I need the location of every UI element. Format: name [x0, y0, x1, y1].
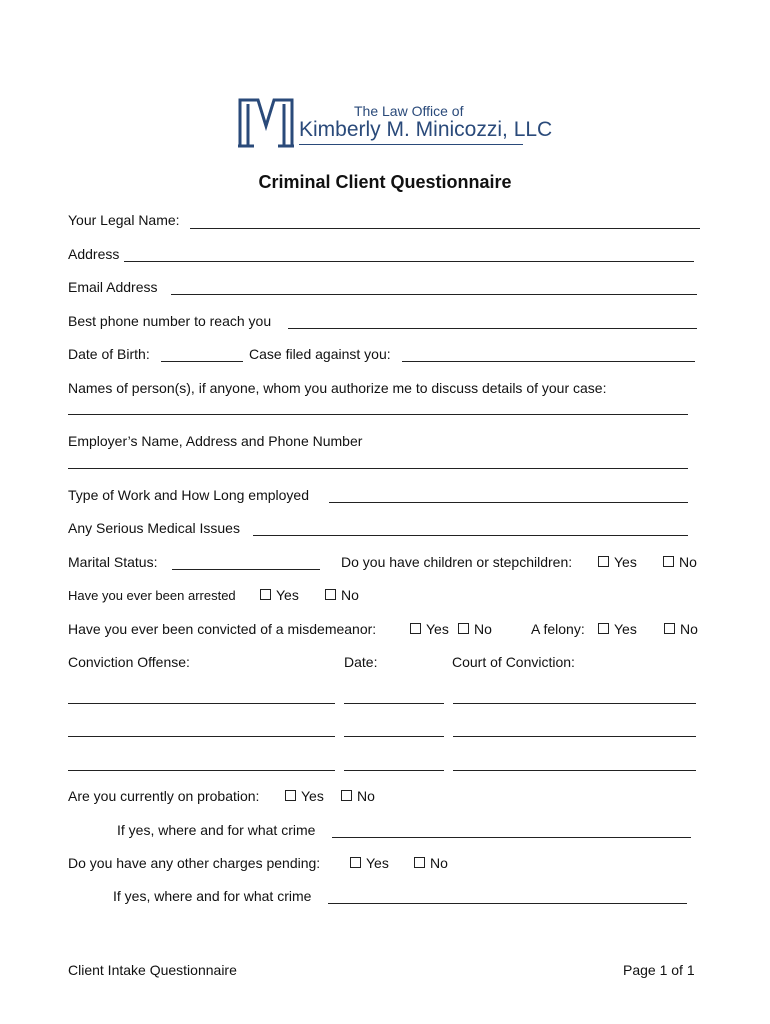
authorized-field[interactable]: [68, 414, 688, 415]
checkbox-icon[interactable]: [664, 623, 675, 634]
email-field[interactable]: [171, 294, 697, 295]
misdemeanor-no-option[interactable]: [458, 621, 492, 637]
no-label: No: [430, 855, 448, 871]
marital-label: Marital Status:: [68, 554, 158, 570]
case-field[interactable]: [402, 361, 695, 362]
legal-name-label: Your Legal Name:: [68, 212, 180, 228]
probation-followup-field[interactable]: [332, 837, 691, 838]
no-label: No: [474, 621, 492, 637]
authorized-label: Names of person(s), if anyone, whom you authorize me to discuss details of your case:: [68, 380, 607, 396]
yes-label: Yes: [366, 855, 389, 871]
employer-field[interactable]: [68, 468, 688, 469]
legal-name-field[interactable]: [190, 228, 700, 229]
no-label: No: [679, 554, 697, 570]
case-label: Case filed against you:: [249, 346, 391, 362]
dob-field[interactable]: [161, 361, 243, 362]
checkbox-icon[interactable]: [350, 857, 361, 868]
felony-yes-option[interactable]: [598, 621, 637, 637]
checkbox-icon[interactable]: [598, 623, 609, 634]
checkbox-icon[interactable]: [410, 623, 421, 634]
conviction-court-field[interactable]: [453, 703, 696, 704]
no-label: No: [357, 788, 375, 804]
arrested-yes-option[interactable]: [260, 587, 299, 603]
charges-followup-label: If yes, where and for what crime: [113, 888, 312, 904]
medical-label: Any Serious Medical Issues: [68, 520, 240, 536]
yes-label: Yes: [426, 621, 449, 637]
phone-label: Best phone number to reach you: [68, 313, 272, 329]
email-label: Email Address: [68, 279, 158, 295]
checkbox-icon[interactable]: [260, 589, 271, 600]
yes-label: Yes: [301, 788, 324, 804]
felony-label: A felony:: [531, 621, 585, 637]
footer-left: Client Intake Questionnaire: [68, 962, 237, 978]
address-field[interactable]: [124, 261, 694, 262]
dob-label: Date of Birth:: [68, 346, 150, 362]
conviction-offense-field[interactable]: [68, 703, 335, 704]
probation-yes-option[interactable]: [285, 788, 324, 804]
logo-line2: Kimberly M. Minicozzi, LLC: [299, 118, 553, 141]
conviction-offense-header: Conviction Offense:: [68, 654, 190, 670]
footer-page-number: Page 1 of 1: [623, 962, 695, 978]
probation-no-option[interactable]: [341, 788, 375, 804]
children-yes-option[interactable]: [598, 554, 637, 570]
conviction-date-field[interactable]: [344, 770, 444, 771]
logo-line1: The Law Office of: [354, 103, 464, 119]
checkbox-icon[interactable]: [663, 556, 674, 567]
yes-label: Yes: [614, 554, 637, 570]
conviction-court-field[interactable]: [453, 736, 696, 737]
conviction-offense-field[interactable]: [68, 736, 335, 737]
yes-label: Yes: [276, 587, 299, 603]
conviction-court-header: Court of Conviction:: [452, 654, 575, 670]
no-label: No: [680, 621, 698, 637]
children-label: Do you have children or stepchildren:: [341, 554, 573, 570]
yes-label: Yes: [614, 621, 637, 637]
conviction-offense-field[interactable]: [68, 770, 335, 771]
conviction-date-header: Date:: [344, 654, 378, 670]
checkbox-icon[interactable]: [598, 556, 609, 567]
no-label: No: [341, 587, 359, 603]
marital-field[interactable]: [172, 569, 320, 570]
address-label: Address: [68, 246, 120, 262]
felony-no-option[interactable]: [664, 621, 698, 637]
phone-field[interactable]: [288, 328, 697, 329]
other-charges-no-option[interactable]: [414, 855, 448, 871]
checkbox-icon[interactable]: [285, 790, 296, 801]
probation-followup-label: If yes, where and for what crime: [117, 822, 316, 838]
arrested-label: Have you ever been arrested: [68, 588, 236, 603]
arrested-no-option[interactable]: [325, 587, 359, 603]
employer-label: Employer’s Name, Address and Phone Number: [68, 433, 363, 449]
work-type-field[interactable]: [329, 502, 688, 503]
other-charges-label: Do you have any other charges pending:: [68, 855, 321, 871]
charges-followup-field[interactable]: [328, 903, 687, 904]
work-type-label: Type of Work and How Long employed: [68, 487, 309, 503]
misdemeanor-yes-option[interactable]: [410, 621, 449, 637]
logo-rule: [299, 144, 523, 145]
misdemeanor-label: Have you ever been convicted of a misdemeanor:: [68, 621, 377, 637]
checkbox-icon[interactable]: [414, 857, 425, 868]
page-title: Criminal Client Questionnaire: [258, 172, 512, 192]
other-charges-yes-option[interactable]: [350, 855, 389, 871]
logo-monogram: [238, 96, 294, 148]
conviction-date-field[interactable]: [344, 736, 444, 737]
checkbox-icon[interactable]: [341, 790, 352, 801]
children-no-option[interactable]: [663, 554, 697, 570]
medical-field[interactable]: [253, 535, 688, 536]
conviction-date-field[interactable]: [344, 703, 444, 704]
checkbox-icon[interactable]: [325, 589, 336, 600]
checkbox-icon[interactable]: [458, 623, 469, 634]
conviction-court-field[interactable]: [453, 770, 696, 771]
probation-label: Are you currently on probation:: [68, 788, 260, 804]
